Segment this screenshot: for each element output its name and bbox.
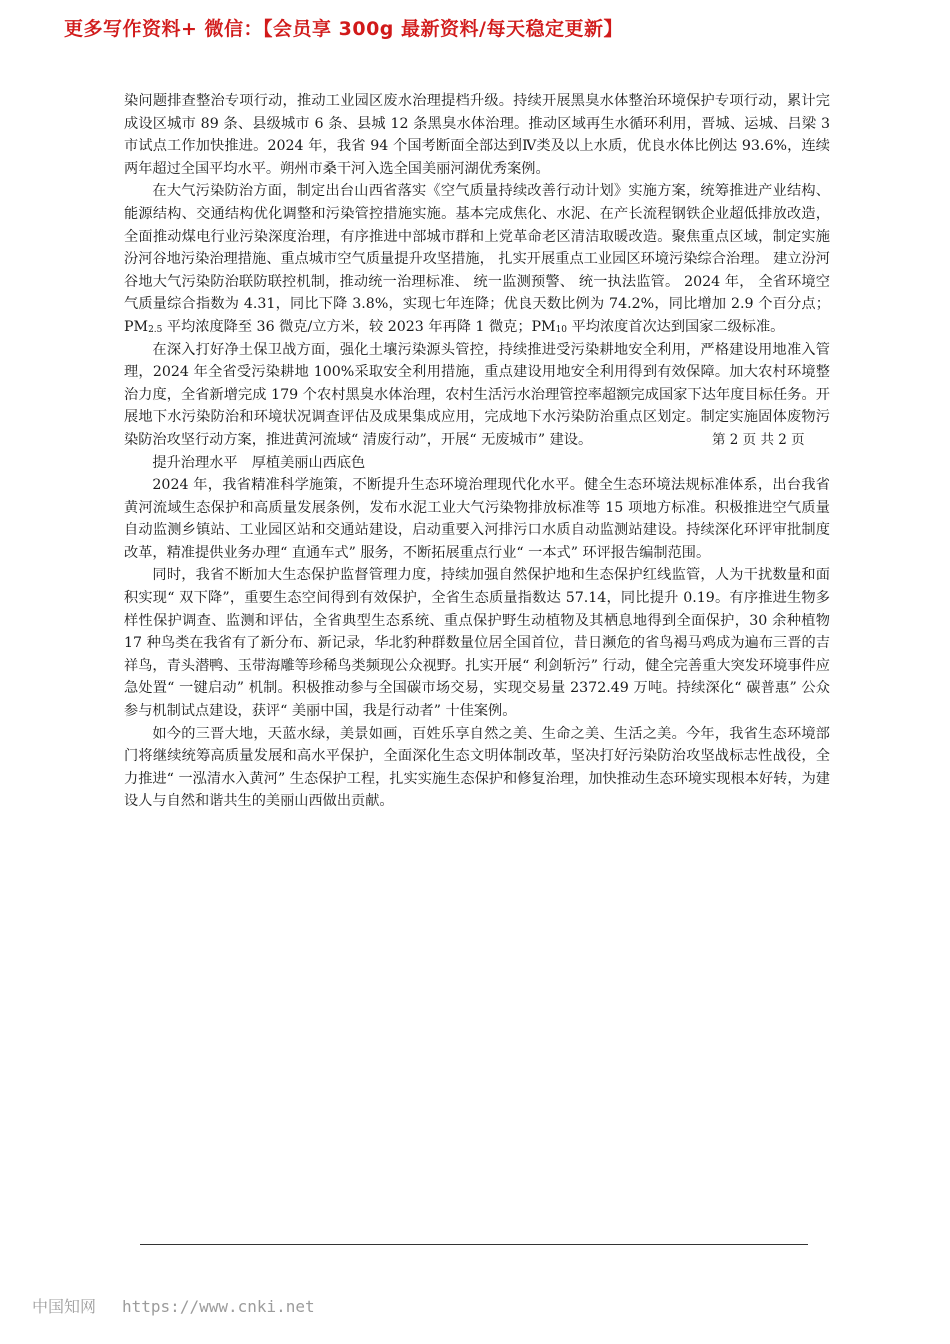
watermark-brand: 中国知网	[32, 1297, 97, 1316]
pm10-subscript: 10	[555, 324, 568, 335]
promo-banner: 更多写作资料+ 微信：【会员享 300g 最新资料/每天稳定更新】	[64, 18, 623, 40]
paragraph-ecological-supervision: 同时，我省不断加大生态保护监督管理力度，持续加强自然保护地和生态保护红线监管，人为干扰数量和面积实现“ 双下降”，重要生态空间得到有效保护，全省生态质量指数达 57.14，同比提升 0.19。有序推进生物多样性保护调查、监测和评估，全省典型生态系统、重点保护野生动植物及其栖息地得到全面保护，30 余种植物 17 种鸟类在我省有了新分布、新记录，华北豹种群数量位居全国首位，昔日濒危的省鸟褐马鸡成为遍布三晋的吉祥鸟，青头潜鸭、玉带海雕等珍稀鸟类频现公众视野。扎实开展“ 利剑斩污” 行动，健全完善重大突发环境事件应急处置“ 一键启动” 机制。积极推动参与全国碳市场交易，实现交易量 2372.49 万吨。持续深化“ 碳普惠” 公众参与机制试点建设，获评“ 美丽中国，我是行动者” 十佳案例。	[124, 567, 830, 720]
paragraph-governance: 2024 年，我省精准科学施策，不断提升生态环境治理现代化水平。健全生态环境法规标准体系，出台我省黄河流域生态保护和高质量发展条例，发布水泥工业大气污染物排放标准等 15 项地方标准。积极推进空气质量自动监测乡镇站、工业园区站和交通站建设，启动重要入河排污口水质自动监测站建设。持续深化环评审批制度改革，精准提供业务办理“ 直通车式” 服务，不断拓展重点行业“ 一本式” 环评报告编制范围。	[124, 477, 830, 561]
section-heading: 提升治理水平 厚植美丽山西底色	[152, 454, 366, 471]
footer-divider	[140, 1244, 808, 1245]
air-text-part-1: 在大气污染防治方面，制定出台山西省落实《空气质量持续改善行动计划》实施方案，统筹推进产业结构、能源结构、交通结构优化调整和污染管控措施实施。基本完成焦化、水泥、在产长流程钢铁企业超低排放改造，全面推动煤电行业污染深度治理，有序推进中部城市群和上党革命老区清洁取暖改造。聚焦重点区域，制定实施汾河谷地污染治理措施、重点城市空气质量提升攻坚措施， 扎实开展重点工业园区环境污染综合治理。 建立汾河谷地大气污染防治联防联控机制，推动统一治理标准、 统一监测预警、 统一执法监管。 2024 年， 全省环境空气质量综合指数为 4.31，同比下降 3.8%，实现七年连降；优良天数比例为 74.2%，同比增加 2.9 个百分点；PM	[124, 183, 830, 335]
article-body	[124, 90, 830, 813]
air-text-part-3: 平均浓度首次达到国家二级标准。	[567, 318, 785, 335]
paragraph-conclusion: 如今的三晋大地，天蓝水绿，美景如画，百姓乐享自然之美、生命之美、生活之美。今年，我省生态环境部门将继续统筹高质量发展和高水平保护，全面深化生态文明体制改革，坚决打好污染防治攻坚战标志性战役，全力推进“ 一泓清水入黄河” 生态保护工程，扎实实施生态保护和修复治理，加快推动生态环境实现根本好转，为建设人与自然和谐共生的美丽山西做出贡献。	[124, 725, 830, 810]
cnki-watermark	[32, 1294, 315, 1317]
paragraph-water-treatment: 染问题排查整治专项行动，推动工业园区废水治理提档升级。持续开展黑臭水体整治环境保护专项行动，累计完成设区城市 89 条、县级城市 6 条、县城 12 条黑臭水体治理。推动区域再生水循环利用，晋城、运城、吕梁 3 市试点工作加快推进。2024 年，我省 94 个国考断面全部达到Ⅳ类及以上水质，优良水体比例达 93.6%，连续两年超过全国平均水平。朔州市桑干河入选全国美丽河湖优秀案例。	[124, 93, 830, 177]
page-number: 第 2 页 共 2 页	[712, 432, 805, 448]
air-text-part-2: 平均浓度降至 36 微克/立方米，较 2023 年再降 1 微克；PM	[162, 318, 556, 335]
paragraph-soil-protection: 在深入打好净土保卫战方面，强化土壤污染源头管控，持续推进受污染耕地安全利用，严格建设用地准入管理，2024 年全省受污染耕地 100%采取安全利用措施，重点建设用地安全利用得到有效保障。加大农村环境整治力度，全省新增完成 179 个农村黑臭水体治理，农村生活污水治理管控率超额完成国家下达年度目标任务。开展地下水污染防治和环境状况调查评估及成果集成应用，完成地下水污染防治重点区划定。制定实施固体废物污染防治攻坚行动方案，推进黄河流域“ 清废行动”，开展“ 无废城市” 建设。	[124, 341, 830, 448]
watermark-url: https://www.cnki.net	[122, 1297, 315, 1316]
pm25-subscript: 2.5	[148, 324, 163, 335]
paragraph-air-pollution	[124, 180, 830, 338]
